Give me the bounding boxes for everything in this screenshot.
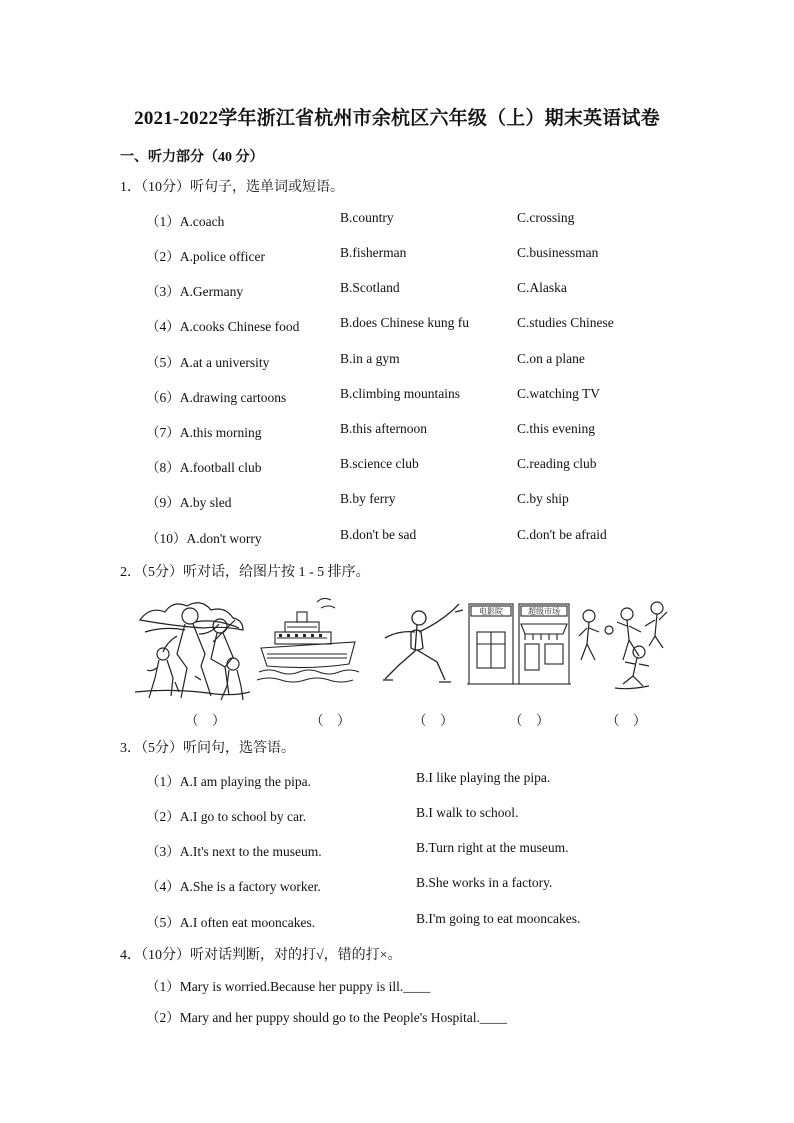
option-a: A.at a university: [179, 355, 270, 370]
question-1-item-1: [146, 210, 224, 230]
question-3-item-5: [146, 911, 315, 931]
option-a: A.coach: [179, 214, 225, 229]
question-1-item-5: [146, 351, 269, 371]
option-b: B.Scotland: [340, 280, 400, 295]
answer-blank-5[interactable]: （ ）: [606, 713, 647, 728]
item-number: （5）: [146, 915, 180, 930]
answer-blank-2[interactable]: （ ）: [310, 713, 351, 728]
answer-blank-3[interactable]: （ ）: [413, 713, 454, 728]
picture-row: [135, 592, 675, 704]
item-number: （10）: [146, 531, 187, 546]
option-b: B.fisherman: [340, 245, 407, 260]
question-1-item-4: [146, 315, 299, 335]
item-number: （1）: [146, 214, 180, 229]
option-b: B.Turn right at the museum.: [416, 840, 569, 855]
item-number: （1）: [146, 774, 180, 789]
option-b: B.I'm going to eat mooncakes.: [416, 911, 581, 926]
option-b: B.science club: [340, 456, 419, 471]
option-b: B.does Chinese kung fu: [340, 315, 469, 330]
option-a: A.by sled: [179, 495, 232, 510]
option-c: C.studies Chinese: [517, 315, 614, 330]
option-a: A.police officer: [179, 249, 265, 264]
item-number: （4）: [146, 319, 180, 334]
option-a: A.She is a factory worker.: [179, 879, 321, 894]
item-number: （7）: [146, 425, 180, 440]
cinema-sign: 电影院: [479, 607, 503, 616]
option-a: A.drawing cartoons: [179, 390, 287, 405]
item-number: （2）: [146, 249, 180, 264]
option-b: B.in a gym: [340, 351, 400, 366]
kung-fu-picture: [375, 592, 470, 704]
question-1-item-7: [146, 421, 262, 441]
page-title: 2021-2022学年浙江省杭州市余杭区六年级（上）期末英语试卷: [134, 108, 660, 129]
option-c: C.crossing: [517, 210, 575, 225]
answer-blank-4[interactable]: （ ）: [509, 713, 550, 728]
option-a: A.don't worry: [186, 531, 262, 546]
question-4-prompt: 4．（10分）听对话判断，对的打√，错的打×。: [120, 948, 402, 963]
kids-playing-picture: [575, 592, 675, 704]
option-c: C.this evening: [517, 421, 595, 436]
family-walking-picture: [135, 592, 250, 704]
option-a: A.cooks Chinese food: [179, 319, 300, 334]
question-1-item-10: [146, 527, 262, 547]
question-1-item-9: [146, 491, 232, 511]
item-number: （6）: [146, 390, 180, 405]
option-b: B.climbing mountains: [340, 386, 460, 401]
option-c: C.on a plane: [517, 351, 585, 366]
option-a: A.Germany: [179, 284, 244, 299]
question-3-item-4: [146, 875, 321, 895]
question-4-item-2: （2）Mary and her puppy should go to the People's Hospital.____: [146, 1010, 507, 1025]
question-1-item-6: [146, 386, 286, 406]
cinema-supermarket-picture: [467, 592, 571, 704]
question-3-item-3: [146, 840, 322, 860]
option-a: A.football club: [179, 460, 262, 475]
item-number: （4）: [146, 879, 180, 894]
question-1-item-3: [146, 280, 243, 300]
item-number: （3）: [146, 284, 180, 299]
option-c: C.reading club: [517, 456, 597, 471]
option-a: A.It's next to the museum.: [179, 844, 322, 859]
option-c: C.by ship: [517, 491, 569, 506]
item-number: （8）: [146, 460, 180, 475]
option-a: A.this morning: [179, 425, 262, 440]
question-3-prompt: 3．（5分）听问句，选答语。: [120, 741, 295, 756]
option-b: B.I like playing the pipa.: [416, 770, 551, 785]
option-b: B.country: [340, 210, 394, 225]
item-number: （5）: [146, 355, 180, 370]
section-heading: 一、听力部分（40 分）: [120, 150, 264, 165]
option-c: C.businessman: [517, 245, 599, 260]
question-3-item-1: [146, 770, 311, 790]
item-number: （9）: [146, 495, 180, 510]
option-c: C.Alaska: [517, 280, 567, 295]
option-b: B.I walk to school.: [416, 805, 519, 820]
question-3-item-2: [146, 805, 306, 825]
option-c: C.watching TV: [517, 386, 600, 401]
answer-blank-1[interactable]: （ ）: [185, 713, 226, 728]
option-a: A.I go to school by car.: [179, 809, 307, 824]
item-number: （3）: [146, 844, 180, 859]
ship-picture: [257, 592, 361, 704]
question-1-prompt: 1．（10分）听句子，选单词或短语。: [120, 180, 344, 195]
option-b: B.don't be sad: [340, 527, 417, 542]
question-1-item-8: [146, 456, 261, 476]
item-number: （2）: [146, 809, 180, 824]
option-a: A.I am playing the pipa.: [179, 774, 311, 789]
option-c: C.don't be afraid: [517, 527, 607, 542]
question-1-item-2: [146, 245, 265, 265]
question-2-prompt: 2．（5分）听对话，给图片按 1 - 5 排序。: [120, 565, 370, 580]
option-b: B.She works in a factory.: [416, 875, 553, 890]
question-4-item-1: （1）Mary is worried.Because her puppy is ill.____: [146, 979, 431, 994]
option-a: A.I often eat mooncakes.: [179, 915, 316, 930]
supermarket-sign: 超级市场: [528, 607, 560, 616]
option-b: B.this afternoon: [340, 421, 427, 436]
option-b: B.by ferry: [340, 491, 396, 506]
